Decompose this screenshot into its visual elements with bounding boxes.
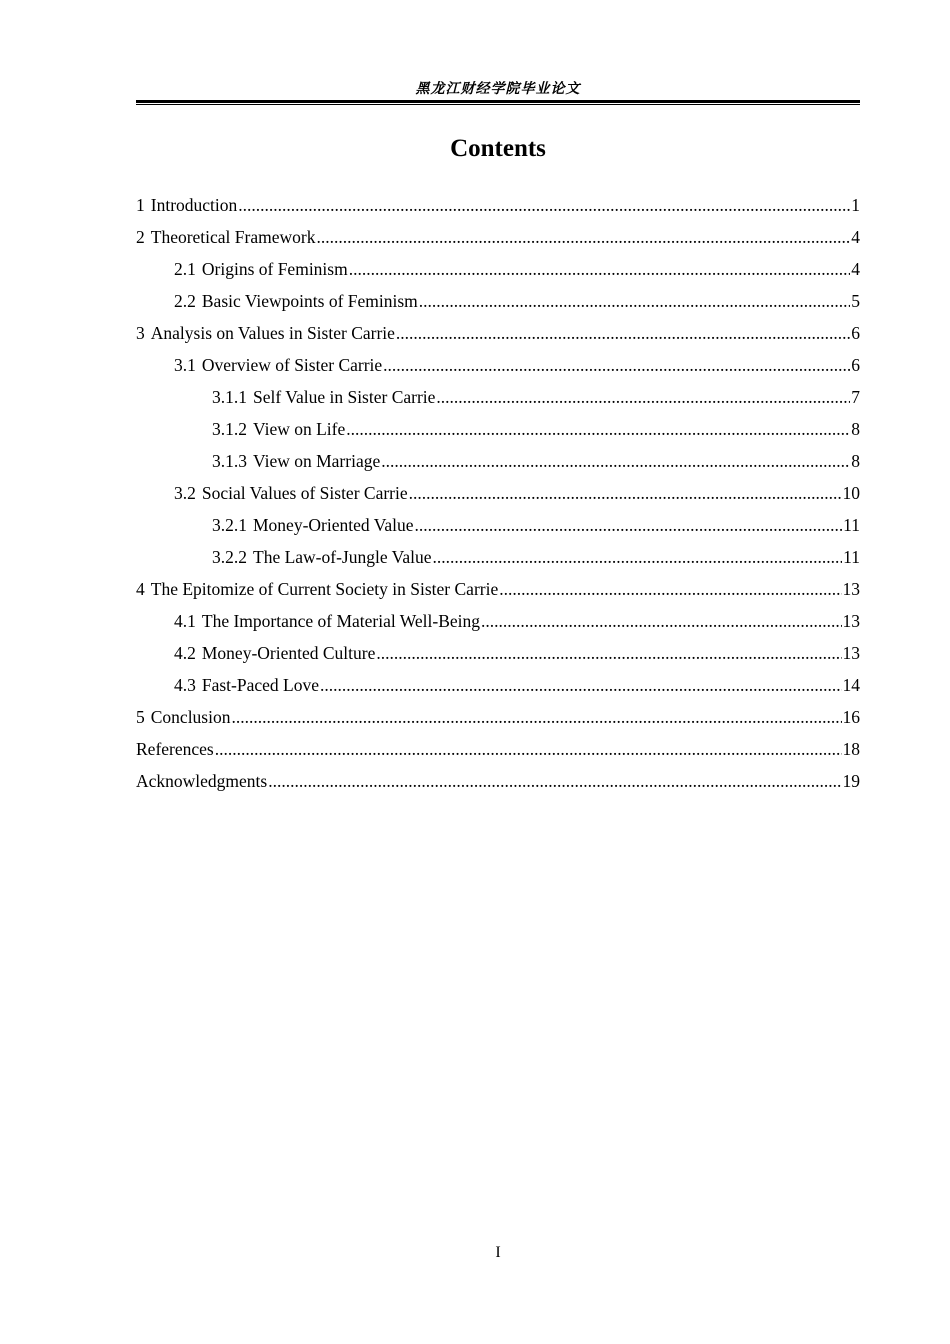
toc-dot-leader (383, 352, 850, 378)
toc-entry-title: Overview of Sister Carrie (201, 355, 383, 375)
toc-entry-title: The Law-of-Jungle Value (253, 547, 432, 567)
toc-entry-number: 2.1 (174, 259, 196, 279)
toc-entry-title: Money-Oriented Culture (201, 643, 376, 663)
toc-entry-title: Origins of Feminism (201, 259, 348, 279)
toc-entry-number: 2.2 (174, 291, 196, 311)
toc-dot-leader (433, 544, 843, 570)
toc-entry-page: 4 (851, 227, 860, 247)
toc-entry[interactable] (136, 640, 860, 672)
toc-entry[interactable] (136, 608, 860, 640)
toc-dot-leader (231, 704, 841, 730)
toc-entry-number: 4 (136, 579, 145, 599)
toc-entry[interactable] (136, 352, 860, 384)
toc-entry[interactable] (136, 416, 860, 448)
toc-entry-title: Conclusion (150, 707, 231, 727)
toc-entry-title: View on Life (253, 419, 346, 439)
page-title: Contents (450, 135, 546, 162)
toc-dot-leader (381, 448, 850, 474)
toc-entry-page: 10 (842, 483, 860, 503)
toc-entry[interactable] (136, 576, 860, 608)
toc-entry-page: 14 (842, 675, 860, 695)
toc-dot-leader (409, 480, 842, 506)
toc-entry[interactable] (136, 448, 860, 480)
page-number: I (495, 1244, 501, 1261)
toc-entry[interactable] (136, 672, 860, 704)
toc-entry-page: 13 (842, 643, 860, 663)
toc-entry-number: 3.1 (174, 355, 196, 375)
toc-entry-page: 8 (851, 451, 860, 471)
toc-entry-page: 11 (843, 515, 860, 535)
toc-entry-page: 1 (851, 195, 860, 215)
toc-dot-leader (419, 288, 850, 314)
toc-entry-page: 7 (851, 387, 860, 407)
toc-entry-title: Theoretical Framework (150, 227, 316, 247)
toc-entry-page: 18 (842, 739, 860, 759)
toc-entry-number: 3.1.2 (212, 419, 247, 439)
toc-entry-title: Money-Oriented Value (253, 515, 414, 535)
toc-dot-leader (320, 672, 842, 698)
toc-dot-leader (415, 512, 843, 538)
toc-entry[interactable] (136, 224, 860, 256)
toc-dot-leader (349, 256, 851, 282)
toc-entry[interactable] (136, 256, 860, 288)
toc-entry-page: 19 (842, 771, 860, 791)
toc-dot-leader (376, 640, 841, 666)
toc-dot-leader (396, 320, 850, 346)
toc-entry-title: Fast-Paced Love (201, 675, 319, 695)
toc-dot-leader (499, 576, 841, 602)
toc-dot-leader (238, 192, 850, 218)
toc-entry-title: Analysis on Values in Sister Carrie (150, 323, 395, 343)
header-rule-thin (136, 104, 860, 105)
table-of-contents (136, 192, 860, 800)
toc-entry-number: 3.1.3 (212, 451, 247, 471)
toc-entry-page: 4 (851, 259, 860, 279)
toc-entry-number: 2 (136, 227, 145, 247)
toc-entry[interactable] (136, 480, 860, 512)
toc-entry[interactable] (136, 384, 860, 416)
toc-entry[interactable] (136, 192, 860, 224)
toc-entry[interactable] (136, 544, 860, 576)
toc-entry[interactable] (136, 288, 860, 320)
toc-entry-number: 3.1.1 (212, 387, 247, 407)
toc-entry-number: 3 (136, 323, 145, 343)
toc-entry[interactable] (136, 768, 860, 800)
running-header: 黑龙江财经学院毕业论文 (415, 81, 581, 97)
toc-dot-leader (436, 384, 850, 410)
toc-entry-title: Self Value in Sister Carrie (253, 387, 436, 407)
toc-entry-title: Social Values of Sister Carrie (201, 483, 408, 503)
toc-entry[interactable] (136, 704, 860, 736)
toc-entry-title: The Importance of Material Well-Being (201, 611, 481, 631)
toc-entry-number: 4.2 (174, 643, 196, 663)
toc-dot-leader (481, 608, 841, 634)
toc-entry-page: 6 (851, 323, 860, 343)
toc-dot-leader (268, 768, 841, 794)
toc-entry-title: View on Marriage (253, 451, 381, 471)
toc-dot-leader (346, 416, 850, 442)
toc-entry-page: 16 (842, 707, 860, 727)
toc-entry-page: 5 (851, 291, 860, 311)
header-rule (136, 100, 860, 103)
toc-entry-page: 13 (842, 611, 860, 631)
toc-entry-number: 3.2 (174, 483, 196, 503)
toc-entry-number: 4.3 (174, 675, 196, 695)
toc-entry-number: 3.2.2 (212, 547, 247, 567)
toc-entry-page: 8 (851, 419, 860, 439)
toc-entry-page: 11 (843, 547, 860, 567)
toc-entry[interactable] (136, 320, 860, 352)
toc-entry-number: 5 (136, 707, 145, 727)
toc-entry-number: 3.2.1 (212, 515, 247, 535)
toc-entry[interactable] (136, 736, 860, 768)
toc-entry-number: 4.1 (174, 611, 196, 631)
toc-entry-number: 1 (136, 195, 145, 215)
toc-dot-leader (316, 224, 850, 250)
toc-dot-leader (215, 736, 842, 762)
toc-entry-title: The Epitomize of Current Society in Sister Carrie (150, 579, 499, 599)
toc-entry-title: Acknowledgments (136, 771, 268, 791)
toc-entry-title: References (136, 739, 214, 759)
toc-entry[interactable] (136, 512, 860, 544)
toc-entry-page: 13 (842, 579, 860, 599)
toc-entry-page: 6 (851, 355, 860, 375)
toc-entry-title: Introduction (150, 195, 238, 215)
toc-entry-title: Basic Viewpoints of Feminism (201, 291, 418, 311)
